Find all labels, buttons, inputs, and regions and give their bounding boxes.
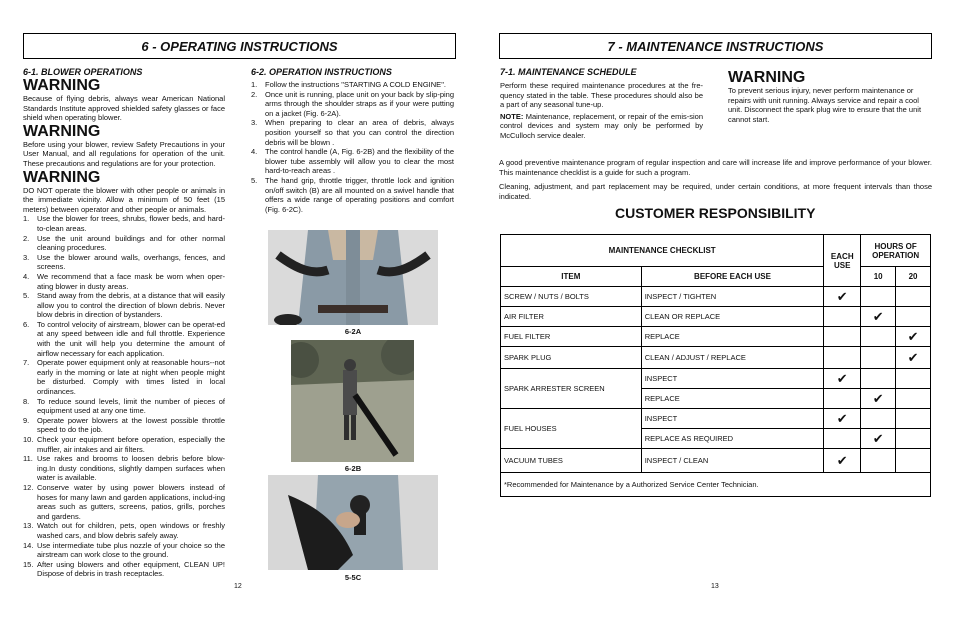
schedule-intro: Perform these required maintenance procedures at the fre-quency stated in the table. These procedures should also be a part of any seasonal tune-up. [500, 81, 703, 110]
list-item-text: Use the blower for trees, shrubs, flower beds, and hard-to-clean areas. [37, 214, 225, 233]
list-item-number: 3. [251, 118, 258, 128]
list-item [23, 234, 225, 253]
table-row [501, 327, 931, 347]
list-item [23, 272, 225, 291]
table-footnote: *Recommended for Maintenance by a Authorized Service Center Technician. [501, 473, 931, 497]
list-item-text: We recommend that a face mask be worn when oper-ating blower in dusty areas. [37, 271, 225, 291]
empty-cell [896, 429, 931, 449]
list-item [23, 358, 225, 396]
empty-cell [824, 307, 861, 327]
list-item-text: Check your equipment before operation, especially the muffler, air intakes and air filters. [37, 435, 225, 454]
blower-operations-list [23, 214, 225, 579]
list-item-number: 10. [23, 435, 34, 444]
list-item [23, 560, 225, 579]
empty-cell [824, 429, 861, 449]
list-item [251, 80, 454, 90]
check-mark: ✔ [861, 307, 896, 327]
column-blower-operations [23, 67, 225, 579]
list-item-number: 1. [251, 80, 258, 89]
maintenance-warning-block [728, 69, 931, 124]
maintenance-checklist-table [500, 234, 931, 497]
list-item [23, 291, 225, 320]
list-item [251, 147, 454, 176]
empty-cell [861, 327, 896, 347]
table-row [501, 287, 931, 307]
customer-responsibility-title: CUSTOMER RESPONSIBILITY [615, 205, 816, 221]
list-item-number: 2. [251, 89, 258, 99]
list-item-number: 4. [251, 147, 258, 157]
table-header-hours: HOURS OF OPERATION [861, 235, 931, 267]
empty-cell [896, 369, 931, 389]
list-item-text: Use the blower around walls, overhangs, fences, and screens. [37, 252, 225, 272]
subsection-title: 7-1. MAINTENANCE SCHEDULE [500, 67, 637, 77]
list-item-text: Stand away from the debris, at a distance that will easily allow you to control the direction of blown debris. Never blow debris in direction of bystanders. [37, 291, 225, 320]
section-header-maintenance [499, 33, 932, 59]
column-operation-instructions [251, 67, 454, 214]
action-cell: INSPECT [641, 409, 824, 429]
action-cell: REPLACE [641, 327, 824, 347]
list-item-number: 5. [251, 175, 258, 185]
table-row [501, 449, 931, 473]
table-header-10: 10 [861, 267, 896, 287]
empty-cell [896, 409, 931, 429]
maintenance-paragraph: Cleaning, adjustment, and part replacement may be required, under certain conditions, at more frequent intervals than those indicated. [499, 182, 932, 201]
list-item-number: 3. [23, 252, 30, 262]
table-header-before: BEFORE EACH USE [641, 267, 824, 287]
list-item-number: 5. [23, 291, 30, 301]
list-item-text: Operate power blowers at the lowest possible throttle speed to do the job. [37, 415, 225, 435]
subsection-title: 6-1. BLOWER OPERATIONS [23, 67, 143, 77]
action-cell: INSPECT / CLEAN [641, 449, 824, 473]
empty-cell [896, 389, 931, 409]
list-item-text: Watch out for children, pets, open windows or freshly washed cars, and blow debris safely away. [37, 521, 225, 540]
list-item-number: 6. [23, 319, 30, 329]
action-cell: REPLACE [641, 389, 824, 409]
section-header-text: 7 - MAINTENANCE INSTRUCTIONS [607, 38, 824, 54]
list-item-number: 14. [23, 540, 34, 550]
list-item-text: To reduce sound levels, limit the number of pieces of equipment used at any one time. [37, 396, 225, 416]
list-item [23, 435, 225, 454]
figure-6-2b-photo [291, 340, 414, 462]
check-mark: ✔ [824, 409, 861, 429]
list-item-text: Conserve water by using power blowers instead of hoses for many lawn and garden applications, includ-ing areas such as gutters, screens, patios, grills, porches and gardens. [37, 482, 225, 521]
action-cell: INSPECT [641, 369, 824, 389]
item-cell: FUEL FILTER [501, 327, 642, 347]
list-item [23, 397, 225, 416]
list-item-number: 13. [23, 521, 34, 531]
list-item-number: 8. [23, 396, 30, 406]
schedule-note [500, 112, 703, 141]
empty-cell [896, 287, 931, 307]
check-mark: ✔ [824, 287, 861, 307]
list-item-number: 4. [23, 271, 30, 281]
check-mark: ✔ [896, 327, 931, 347]
table-header-20: 20 [896, 267, 931, 287]
list-item-number: 12. [23, 482, 34, 492]
list-item-number: 2. [23, 233, 30, 243]
empty-cell [896, 307, 931, 327]
subsection-title: 6-2. OPERATION INSTRUCTIONS [251, 67, 392, 77]
figure-caption: 5-5C [344, 573, 362, 582]
table-row [501, 369, 931, 389]
figure-caption: 6-2B [344, 464, 362, 473]
empty-cell [824, 389, 861, 409]
operation-instructions-list [251, 80, 454, 214]
table-header-checklist: MAINTENANCE CHECKLIST [501, 235, 824, 267]
list-item [23, 253, 225, 272]
section-header-text: 6 - OPERATING INSTRUCTIONS [141, 38, 338, 54]
table-row [501, 409, 931, 429]
list-item-text: Use the unit around buildings and for other normal cleaning procedures. [37, 233, 225, 253]
table-header-item: ITEM [501, 267, 642, 287]
empty-cell [824, 347, 861, 369]
action-cell: CLEAN OR REPLACE [641, 307, 824, 327]
check-mark: ✔ [861, 429, 896, 449]
list-item-number: 15. [23, 559, 34, 569]
list-item [251, 90, 454, 119]
list-item-number: 1. [23, 214, 30, 224]
maintenance-schedule-block [500, 67, 703, 141]
maintenance-paragraph: A good preventive maintenance program of regular inspection and care will increase life and improve performance of your blower. This maintenance checklist is a guide for such a program. [499, 158, 932, 177]
item-cell: VACUUM TUBES [501, 449, 642, 473]
list-item [251, 118, 454, 147]
warning-heading: WARNING [728, 69, 806, 86]
note-text: Maintenance, replacement, or repair of the emis-sion control devices and system may only be performed by McCulloch service dealer. [500, 111, 703, 140]
note-label: NOTE: [500, 111, 524, 121]
check-mark: ✔ [824, 369, 861, 389]
empty-cell [861, 369, 896, 389]
action-cell: REPLACE AS REQUIRED [641, 429, 824, 449]
action-cell: INSPECT / TIGHTEN [641, 287, 824, 307]
list-item [23, 483, 225, 521]
list-item-text: Operate power equipment only at reasonable hours--not early in the morning or late at night when people might be disturbed. Comply with times listed in local ordinances. [37, 358, 225, 397]
section-header-operating [23, 33, 456, 59]
empty-cell [861, 449, 896, 473]
check-mark: ✔ [824, 449, 861, 473]
list-item [23, 320, 225, 358]
list-item [23, 541, 225, 560]
list-item-text: Follow the instructions "STARTING A COLD ENGINE". [265, 80, 446, 89]
item-cell: AIR FILTER [501, 307, 642, 327]
check-mark: ✔ [896, 347, 931, 369]
warning-heading: WARNING [23, 168, 101, 186]
empty-cell [861, 347, 896, 369]
table-header-each-use: EACH USE [824, 235, 861, 287]
list-item-text: The hand grip, throttle trigger, throttle lock and ignition on/off switch (B) are all mounted on a swivel handle that offers a wide range of operating positions and comfort (Fig. 6-2C). [265, 175, 454, 214]
list-item-number: 11. [23, 454, 33, 464]
item-cell: FUEL HOUSES [501, 409, 642, 449]
list-item-text: Once unit is running, place unit on your back by slip-ping arms through the shoulder straps as if your were putting on a jacket (Fig. 6-2A). [265, 89, 454, 118]
warning-heading: WARNING [23, 77, 101, 94]
list-item [23, 521, 225, 540]
warning-text: Before using your blower, review Safety Precautions in your User Manual, and all regulations for operation of the unit. These precautions and regulations are for your protection. [23, 139, 225, 168]
list-item-text: The control handle (A, Fig. 6-2B) and the flexibility of the blower tube assembly will allow you to clear the most hard-to-reach areas . [265, 147, 454, 176]
check-mark: ✔ [861, 389, 896, 409]
list-item-number: 7. [23, 358, 30, 368]
empty-cell [896, 449, 931, 473]
list-item [23, 416, 225, 435]
list-item-text: To control velocity of airstream, blower can be operat-ed at any speed between idle and full throttle. Experience with the unit will help you determine the amount of airflow necessary for each application. [37, 319, 225, 358]
list-item-number: 9. [23, 415, 30, 425]
list-item [23, 214, 225, 233]
list-item-text: Use intermediate tube plus nozzle of your choice so the airstream can work close to the ground. [37, 540, 225, 560]
warning-heading: WARNING [23, 122, 101, 140]
item-cell: SPARK ARRESTER SCREEN [501, 369, 642, 409]
list-item-text: After using blowers and other equipment, CLEAN UP! Dispose of debris in trash receptacles. [37, 559, 225, 579]
page-number: 12 [234, 583, 242, 590]
figure-6-2a-photo [268, 230, 438, 325]
empty-cell [861, 409, 896, 429]
list-item-text: When preparing to clear an area of debris, always position yourself so that you can control the direction debris will be blown . [265, 118, 454, 147]
page-number: 13 [711, 583, 719, 590]
figure-caption: 6-2A [344, 327, 362, 336]
warning-text: Because of flying debris, always wear American National Standards Institute approved shielded safety glasses or face shield when operating blower. [23, 94, 225, 123]
warning-text: To prevent serious injury, never perform maintenance or repairs with unit running. Always service and repair a cool unit. Disconnect the spark plug wire to ensure that the unit cannot start. [728, 86, 922, 124]
item-cell: SCREW / NUTS / BOLTS [501, 287, 642, 307]
empty-cell [861, 287, 896, 307]
list-item-text: Use rakes and brooms to loosen debris before blow-ing.In dusty conditions, slightly dampen surfaces when water is available. [37, 454, 225, 483]
action-cell: CLEAN / ADJUST / REPLACE [641, 347, 824, 369]
list-item [251, 176, 454, 214]
figure-5-5c-photo [268, 475, 438, 570]
item-cell: SPARK PLUG [501, 347, 642, 369]
table-row [501, 347, 931, 369]
list-item [23, 454, 225, 483]
table-row [501, 307, 931, 327]
warning-text: DO NOT operate the blower with other people or animals in the immediate vicinity. Allow a minimum of 50 feet (15 meters) between operator and other people or animals. [23, 185, 225, 214]
empty-cell [824, 327, 861, 347]
